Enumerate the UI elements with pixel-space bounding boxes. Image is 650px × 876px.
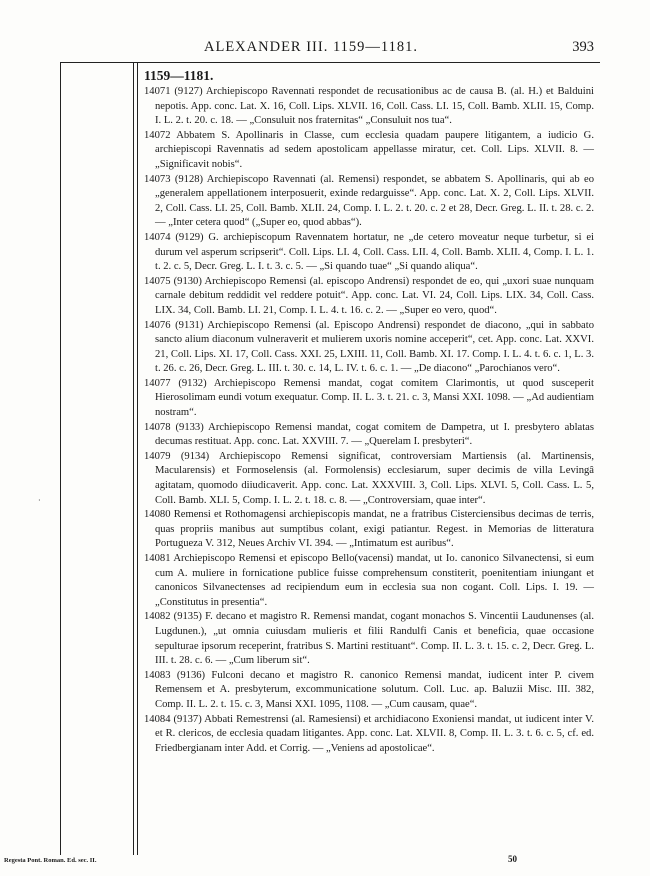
running-header bbox=[0, 39, 650, 59]
regest-entry-14077: 14077 (9132) Archiepiscopo Remensi mandat, cogat comitem Clarimontis, ut quod susceperit Hierosolimam eundi votum exequatur. Comp. II. L. 3. t. 21. c. 3, Mansi XXI. 1098. — „Ad audientiam nostram“. bbox=[144, 377, 594, 419]
regest-entry-14083: 14083 (9136) Fulconi decano et magistro R. canonico Remensi mandat, iudicent inter P. civem Remensem et A. presbyterum, excommunicatione solutum. Coll. Luc. ap. Baluzii Misc. III. 382, Comp. II. L. 2. t. 15. c. 3, Mansi XXI. 1095, 1108. — „Cum causam, quae“. bbox=[144, 669, 594, 710]
regest-entry-14084: 14084 (9137) Abbati Remestrensi (al. Ramesiensi) et archidiacono Exoniensi mandat, ut iudicent inter V. et R. clericos, de ecclesia quadam litigantes. App. conc. Lat. XLVII. 8, Comp. II. L. 3. t. 6. c. 5, cf. ed. Friedbergianam inter Add. et Corrig. — „Veniens ad apostolicae“. bbox=[144, 713, 594, 754]
regest-entry-14079: 14079 (9134) Archiepiscopo Remensi significat, controversiam Martiensis (al. Martinensis, Macularensis) et Formoselensis (al. Formolensis) ecclesiarum, super decimis de villa Levingâ agitatam, quomodo diiudicaverit. App. conc. Lat. XXXVIII. 3, Coll. Lips. XLVI. 5, Coll. Cass. L. 5, Coll. Bamb. XLI. 5, Comp. I. L. 2. t. 18. c. 8. — „Controversiam, quae inter“. bbox=[144, 450, 594, 506]
running-title: ALEXANDER III. 1159—1181. bbox=[204, 39, 419, 55]
year-heading: 1159—1181. bbox=[144, 68, 214, 83]
regest-entry-14082: 14082 (9135) F. decano et magistro R. Remensi mandat, cogant monachos S. Vincentii Laudunenses (al. Lugdunen.), „ut omnia cuiusdam mulieris et filii Randulfi Canis et beneficia, quae occasione sepulturae ipsorum receperint, fratribus S. Martini restituant“. Comp. II. L. 3. t. 15. c. 2, Decr. Greg. L. III. t. 28. c. 6. — „Cum liberum sit“. bbox=[144, 611, 594, 667]
page-number: 393 bbox=[572, 39, 594, 55]
regest-entry-14080: 14080 Remensi et Rothomagensi archiepiscopis mandat, ne a fratribus Cisterciensibus decimas de terris, quas propriis manibus aut sumptibus colant, exigi patiantur. Regest. in Memorias de litteratura Portugueza V. 312, Neues Archiv VI. 394. — „Intimatum est auribus“. bbox=[144, 509, 594, 550]
regest-entry-14078: 14078 (9133) Archiepiscopo Remensi mandat, cogat comitem de Dampetra, ut I. presbytero ablatas decumas restituat. App. conc. Lat. XXVIII. 7. — „Querelam I. presbyteri“. bbox=[144, 421, 594, 448]
margin-rule-inner bbox=[137, 63, 138, 855]
regest-entry-14074: 14074 (9129) G. archiepiscopum Ravennatem hortatur, ne „de cetero moveatur neque turbetur, si ei durum vel asperum scripserit“. Coll. Lips. LI. 4, Coll. Cass. LII. 4, Coll. Bamb. XLII. 4, Comp. I. L. 1. t. 2. c. 5, Decr. Greg. L. I. t. 3. c. 5. — „Si quando tuae“ „Si quando aliqua“. bbox=[144, 231, 594, 273]
regest-entry-14076: 14076 (9131) Archiepiscopo Remensi (al. Episcopo Andrensi) respondet de diacono, „qui in sabbato sancto alium diaconum vulneraverit et mulierem uxoris nomine acceperit“, cet. App. conc. Lat. XXVI. 21, Coll. Lips. XI. 17, Coll. Cass. XXI. 25, LXIII. 11, Coll. Bamb. XI. 17. Comp. I. L. 4. t. 6. c. 1, L. 3. t. 26. c. 26, Decr. Greg. L. III. t. 30. c. 14, L. IV. t. 6. c. 1. — „De diacono“ „Parochianos vero“. bbox=[144, 319, 594, 375]
margin-mark: · bbox=[38, 496, 41, 505]
margin-rule-middle bbox=[133, 63, 134, 855]
regest-entry-14072: 14072 Abbatem S. Apollinaris in Classe, cum ecclesia quadam paupere litigantem, a iudicio G. archiepiscopi Ravennatis ad sedem apostolicam appellasse miratur, cet. Coll. Lips. XLVII. 8. — „Significavit nobis“. bbox=[144, 129, 594, 170]
signature-mark: 50 bbox=[508, 854, 517, 864]
header-rule bbox=[60, 62, 600, 63]
regest-entry-14073: 14073 (9128) Archiepiscopo Ravennati (al. Remensi) respondet, se abbatem S. Apollinaris, qui ab eo „generalem appellationem interposuerit, exinde redarguisse“. App. conc. Lat. X. 2, Coll. Lips. XLVII. 2, Coll. Cass. LI. 25, Coll. Bamb. XLII. 24, Comp. I. L. 2. t. 20. c. 2 et 28, Decr. Greg. L. II. t. 28. c. 2. — „Inter cetera quod“ („Super eo, quod abbas“). bbox=[144, 173, 594, 229]
regest-entry-14081: 14081 Archiepiscopo Remensi et episcopo Bello(vacensi) mandat, ut Io. canonico Silvanectensi, si eum cum A. muliere in fornicatione publice fuisse comprehensum constiterit, poenitentiam iniungant et canonicos Silvanectenses ad recipiendum eum in ecclesia sua non cogant. Coll. Lips. I. 19. — „Constitutus in presentia“. bbox=[144, 553, 594, 608]
regest-entry-14071: 14071 (9127) Archiepiscopo Ravennati respondet de recusationibus ac de causa B. (al. H.) et Balduini nepotis. App. conc. Lat. X. 16, Coll. Lips. XLVII. 16, Coll. Cass. LI. 15, Coll. Bamb. XLII. 15, Comp. I. L. 2. t. 20. c. 18. — „Consuluit nos fraternitas“ „Consuluit nos tua“. bbox=[144, 86, 594, 127]
regesta-column bbox=[144, 67, 594, 756]
footer-source-line: Regesta Pont. Roman. Ed. sec. II. bbox=[4, 857, 97, 864]
regest-entry-14075: 14075 (9130) Archiepiscopo Remensi (al. episcopo Andrensi) respondet de eo, qui „uxori suae nunquam carnale debitum reddidit vel reddere potuit“. App. conc. Lat. VI. 24, Coll. Lips. LIX. 34, Coll. Cass. LIX. 34, Coll. Bamb. LI. 21, Comp. I. L. 4. t. 16. c. 2. — „Super eo vero, quod“. bbox=[144, 275, 594, 316]
margin-rule-outer bbox=[60, 63, 61, 855]
